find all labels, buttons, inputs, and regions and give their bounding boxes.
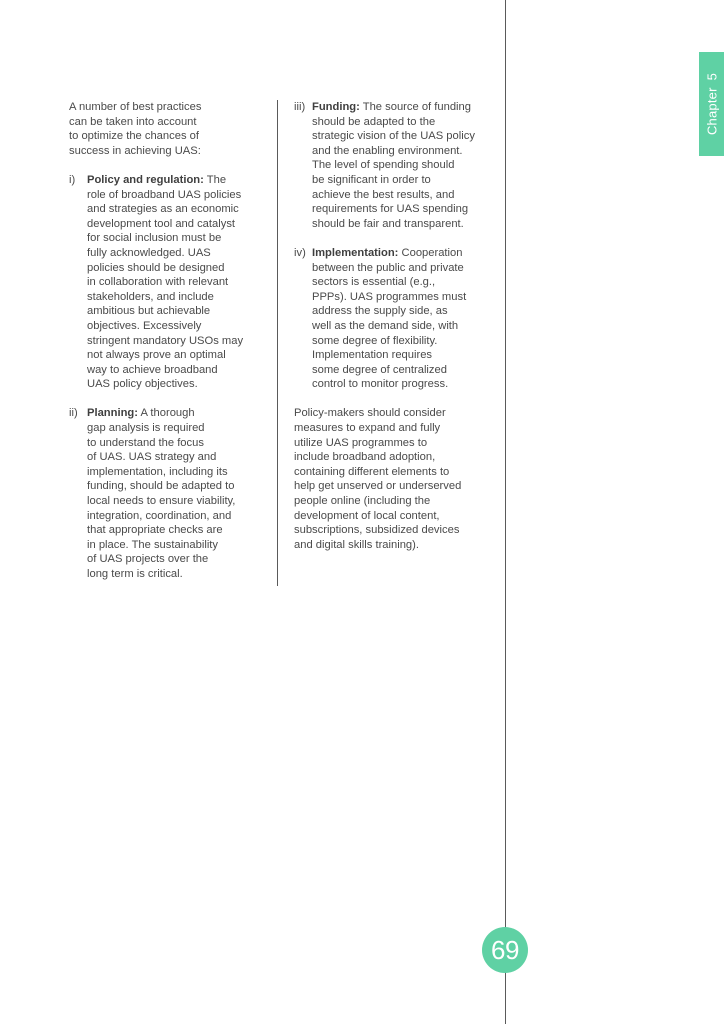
text-column-right bbox=[294, 100, 494, 552]
text-line: requirements for UAS spending bbox=[312, 203, 469, 216]
intro-paragraph bbox=[69, 100, 269, 158]
text-line: some degree of flexibility. bbox=[312, 334, 438, 347]
text-line: well as the demand side, with bbox=[312, 319, 459, 332]
text-line: include broadband adoption, bbox=[294, 451, 436, 464]
text-line: role of broadband UAS policies bbox=[87, 188, 242, 201]
text-line: Cooperation bbox=[398, 246, 463, 259]
list-item-planning bbox=[69, 406, 269, 581]
text-line: PPPs). UAS programmes must bbox=[312, 290, 467, 303]
text-line: of UAS projects over the bbox=[87, 553, 209, 566]
text-line: in collaboration with relevant bbox=[87, 276, 229, 289]
text-line: ambitious but achievable bbox=[87, 305, 211, 318]
text-line: Implementation requires bbox=[312, 349, 433, 362]
text-line: measures to expand and fully bbox=[294, 422, 441, 435]
chapter-number: 5 bbox=[704, 72, 719, 81]
text-line: to understand the focus bbox=[87, 436, 204, 449]
text-line: for social inclusion must be bbox=[87, 232, 222, 245]
text-line: sectors is essential (e.g., bbox=[312, 276, 436, 289]
text-line: should be fair and transparent. bbox=[312, 217, 464, 230]
text-line: UAS policy objectives. bbox=[87, 378, 198, 391]
page-divider-line bbox=[505, 0, 506, 1024]
list-marker: iv) bbox=[294, 246, 306, 259]
text-line: in place. The sustainability bbox=[87, 538, 219, 551]
text-line: fully acknowledged. UAS bbox=[87, 246, 211, 259]
item-heading: Policy and regulation: bbox=[87, 173, 204, 186]
text-line: long term is critical. bbox=[87, 568, 183, 580]
text-line: to optimize the chances of bbox=[69, 130, 199, 143]
text-line: achieve the best results, and bbox=[312, 188, 455, 201]
chapter-tab bbox=[699, 52, 724, 156]
item-heading: Implementation: bbox=[312, 246, 399, 259]
closing-paragraph bbox=[294, 406, 494, 552]
text-line: funding, should be adapted to bbox=[87, 480, 235, 493]
text-line: some degree of centralized bbox=[312, 363, 447, 376]
text-line: people online (including the bbox=[294, 495, 431, 508]
text-line: stakeholders, and include bbox=[87, 290, 214, 303]
text-line: help get unserved or underserved bbox=[294, 480, 462, 493]
text-column-left bbox=[69, 100, 269, 582]
list-item-implementation bbox=[294, 246, 494, 392]
text-line: that appropriate checks are bbox=[87, 524, 223, 537]
text-line: stringent mandatory USOs may bbox=[87, 334, 244, 347]
item-heading: Planning: bbox=[87, 407, 138, 420]
item-heading: Funding: bbox=[312, 101, 360, 113]
text-line: The source of funding bbox=[359, 101, 471, 113]
chapter-label bbox=[704, 73, 719, 135]
text-line: be significant in order to bbox=[312, 173, 431, 186]
list-marker: ii) bbox=[69, 407, 78, 420]
text-line: between the public and private bbox=[312, 261, 464, 274]
text-line: Policy-makers should consider bbox=[294, 407, 446, 420]
text-line: gap analysis is required bbox=[87, 422, 205, 435]
text-line: A number of best practices bbox=[69, 101, 202, 113]
page-number-badge: 69 bbox=[482, 927, 528, 973]
list-marker: i) bbox=[69, 173, 76, 186]
text-line: development of local content, bbox=[294, 509, 440, 522]
text-line: can be taken into account bbox=[69, 115, 197, 128]
text-line: and the enabling environment. bbox=[312, 144, 463, 157]
text-line: The level of spending should bbox=[312, 159, 455, 172]
text-line: address the supply side, as bbox=[312, 305, 448, 318]
list-item-funding bbox=[294, 100, 494, 231]
text-line: integration, coordination, and bbox=[87, 509, 232, 522]
text-line: strategic vision of the UAS policy bbox=[312, 130, 475, 143]
text-line: objectives. Excessively bbox=[87, 319, 202, 332]
text-line: The bbox=[203, 173, 227, 186]
text-line: containing different elements to bbox=[294, 465, 450, 478]
text-line: policies should be designed bbox=[87, 261, 225, 274]
text-line: and strategies as an economic bbox=[87, 203, 239, 216]
text-line: subscriptions, subsidized devices bbox=[294, 524, 460, 537]
text-line: implementation, including its bbox=[87, 465, 228, 478]
text-line: A thorough bbox=[137, 407, 195, 420]
text-line: local needs to ensure viability, bbox=[87, 495, 236, 508]
list-item-policy-regulation bbox=[69, 173, 269, 392]
list-marker: iii) bbox=[294, 101, 306, 113]
text-line: control to monitor progress. bbox=[312, 378, 449, 391]
text-line: way to achieve broadband bbox=[87, 363, 218, 376]
text-line: not always prove an optimal bbox=[87, 349, 226, 362]
text-line: and digital skills training). bbox=[294, 538, 419, 551]
text-line: success in achieving UAS: bbox=[69, 144, 201, 157]
text-line: of UAS. UAS strategy and bbox=[87, 451, 217, 464]
text-line: should be adapted to the bbox=[312, 115, 436, 128]
text-line: utilize UAS programmes to bbox=[294, 436, 428, 449]
chapter-word: Chapter bbox=[704, 87, 719, 136]
column-divider-line bbox=[277, 100, 278, 586]
text-line: development tool and catalyst bbox=[87, 217, 236, 230]
